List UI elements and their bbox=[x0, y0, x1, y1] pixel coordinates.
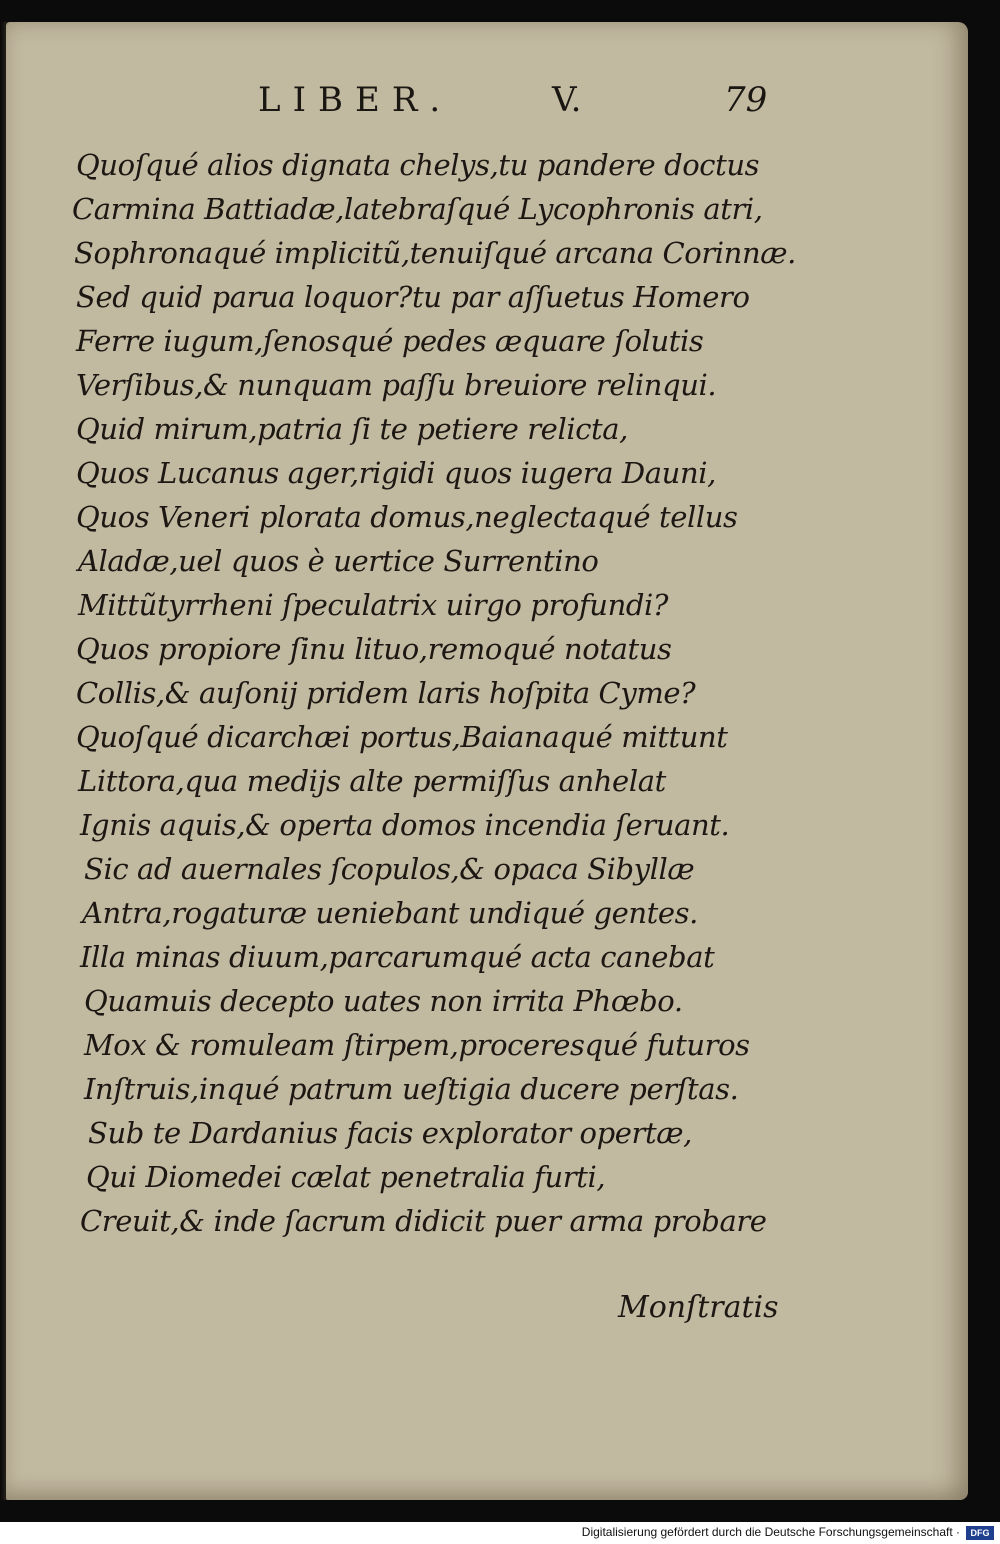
verse-line: Quos Lucanus ager,rigidi quos iugera Dauni, bbox=[76, 456, 716, 490]
verse-line: Inſtruis,inqué patrum ueſtigia ducere perſtas. bbox=[84, 1072, 739, 1106]
footer-bar bbox=[0, 1522, 1000, 1544]
verse-line: Quamuis decepto uates non irrita Phœbo. bbox=[84, 984, 683, 1018]
verse-line: Ignis aquis,& operta domos incendia ſeruant. bbox=[80, 808, 730, 842]
verse-line: Quoſqué dicarchæi portus,Baianaqué mittunt bbox=[76, 720, 728, 754]
verse-line: Verſibus,& nunquam paſſu breuiore relinqui. bbox=[76, 368, 717, 402]
verse-line: Collis,& auſonij pridem laris hoſpita Cyme? bbox=[76, 676, 696, 710]
running-head-book: LIBER. bbox=[258, 80, 453, 120]
folio-number: 79 bbox=[724, 80, 768, 120]
verse-line: Ferre iugum,ſenosqué pedes æquare ſolutis bbox=[76, 324, 704, 358]
verse-line: Sic ad auernales ſcopulos,& opaca Sibyllæ bbox=[84, 852, 695, 886]
verse-line: Antra,rogaturæ ueniebant undiqué gentes. bbox=[82, 896, 698, 930]
verse-line: Sub te Dardanius facis explorator opertæ, bbox=[88, 1116, 692, 1150]
verse-line: Quos Veneri plorata domus,neglectaqué tellus bbox=[76, 500, 738, 534]
verse-line: Littora,qua medijs alte permiſſus anhelat bbox=[78, 764, 666, 798]
verse-line: Quid mirum,patria ſi te petiere relicta, bbox=[76, 412, 628, 446]
verse-line: Quoſqué alios dignata chelys,tu pandere doctus bbox=[76, 148, 760, 182]
funding-credit: Digitalisierung gefördert durch die Deutsche Forschungsgemeinschaft · bbox=[581, 1525, 960, 1539]
verse-line: Sed quid parua loquor?tu par aſſuetus Homero bbox=[76, 280, 750, 314]
catchword: Monſtratis bbox=[618, 1290, 779, 1325]
verse-line: Mittũtyrrheni ſpeculatrix uirgo profundi? bbox=[78, 588, 669, 622]
verse-line: Sophronaqué implicitũ,tenuiſqué arcana Corinnæ. bbox=[74, 236, 796, 270]
verse-line: Qui Diomedei cælat penetralia furti, bbox=[86, 1160, 606, 1194]
verse-line: Mox & romuleam ſtirpem,proceresqué futuros bbox=[84, 1028, 750, 1062]
verse-line: Aladæ,uel quos è uertice Surrentino bbox=[78, 544, 599, 578]
running-head-book-number: V. bbox=[552, 80, 582, 120]
verse-line: Carmina Battiadæ,latebraſqué Lycophronis atri, bbox=[72, 192, 763, 226]
verse-line: Quos propiore ſinu lituo,remoqué notatus bbox=[76, 632, 672, 666]
dfg-logo: DFG bbox=[966, 1526, 994, 1540]
verse-line: Creuit,& inde ſacrum didicit puer arma probare bbox=[80, 1204, 767, 1238]
verse-line: Illa minas diuum,parcarumqué acta canebat bbox=[80, 940, 715, 974]
running-head bbox=[0, 80, 1000, 130]
